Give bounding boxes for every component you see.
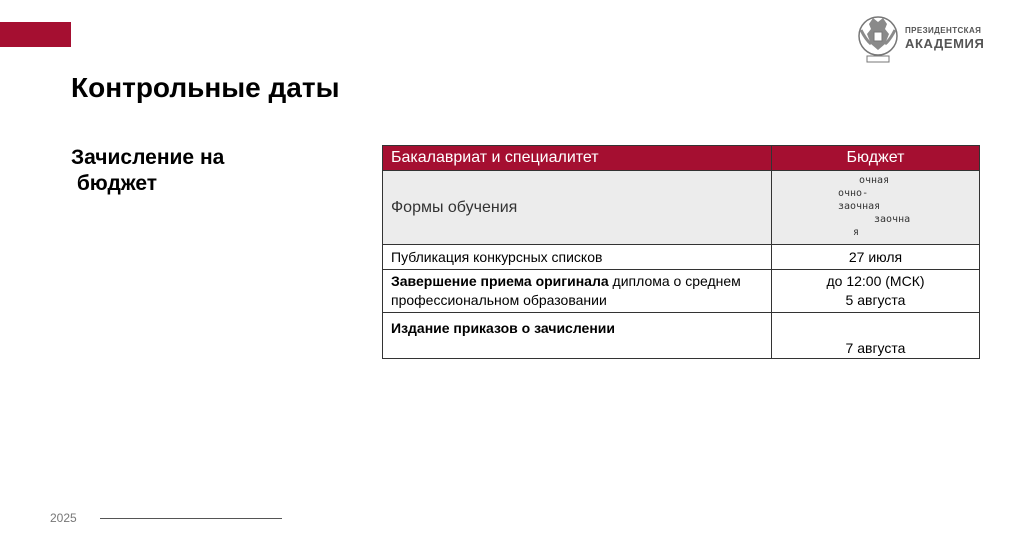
row-value: 27 июля (772, 245, 980, 270)
table-header-row (383, 146, 980, 171)
forms-line: заочна (874, 214, 911, 225)
table-row-forms (383, 171, 980, 245)
forms-line: очная (859, 175, 890, 186)
header-program: Бакалавриат и специалитет (383, 146, 772, 171)
table-row (383, 313, 980, 359)
page-title: Контрольные даты (71, 72, 340, 103)
dates-table (382, 145, 980, 359)
row-value-line: до 12:00 (МСК) (826, 273, 925, 289)
header-budget: Бюджет (772, 146, 980, 171)
forms-line: очно- (838, 188, 869, 199)
table-row (383, 245, 980, 270)
brand-line1: ПРЕЗИДЕНТСКАЯ (905, 26, 982, 35)
footer-divider (100, 518, 282, 519)
row-label: Публикация конкурсных списков (383, 245, 772, 270)
forms-line: заочная (838, 201, 881, 212)
academy-logo (855, 12, 995, 68)
forms-value (772, 171, 980, 245)
row-value (772, 270, 980, 313)
section-subtitle: Зачисление на бюджет (71, 146, 225, 195)
row-label-bold: Завершение приема оригинала (391, 273, 609, 289)
forms-line: я (853, 227, 860, 238)
row-value: 7 августа (772, 313, 980, 359)
brand-line2: АКАДЕМИЯ (905, 36, 985, 51)
double-headed-eagle-emblem-icon (855, 12, 901, 66)
table-row (383, 270, 980, 313)
accent-bar (0, 22, 71, 47)
row-label (383, 313, 772, 359)
row-label-rest: диплома о среднем профессиональном образовании (391, 273, 741, 308)
forms-label: Формы обучения (383, 171, 772, 245)
row-label (383, 270, 772, 313)
row-value-line: 5 августа (845, 292, 906, 308)
footer-year: 2025 (50, 511, 77, 525)
row-label-bold: Издание приказов о зачислении (391, 320, 616, 336)
